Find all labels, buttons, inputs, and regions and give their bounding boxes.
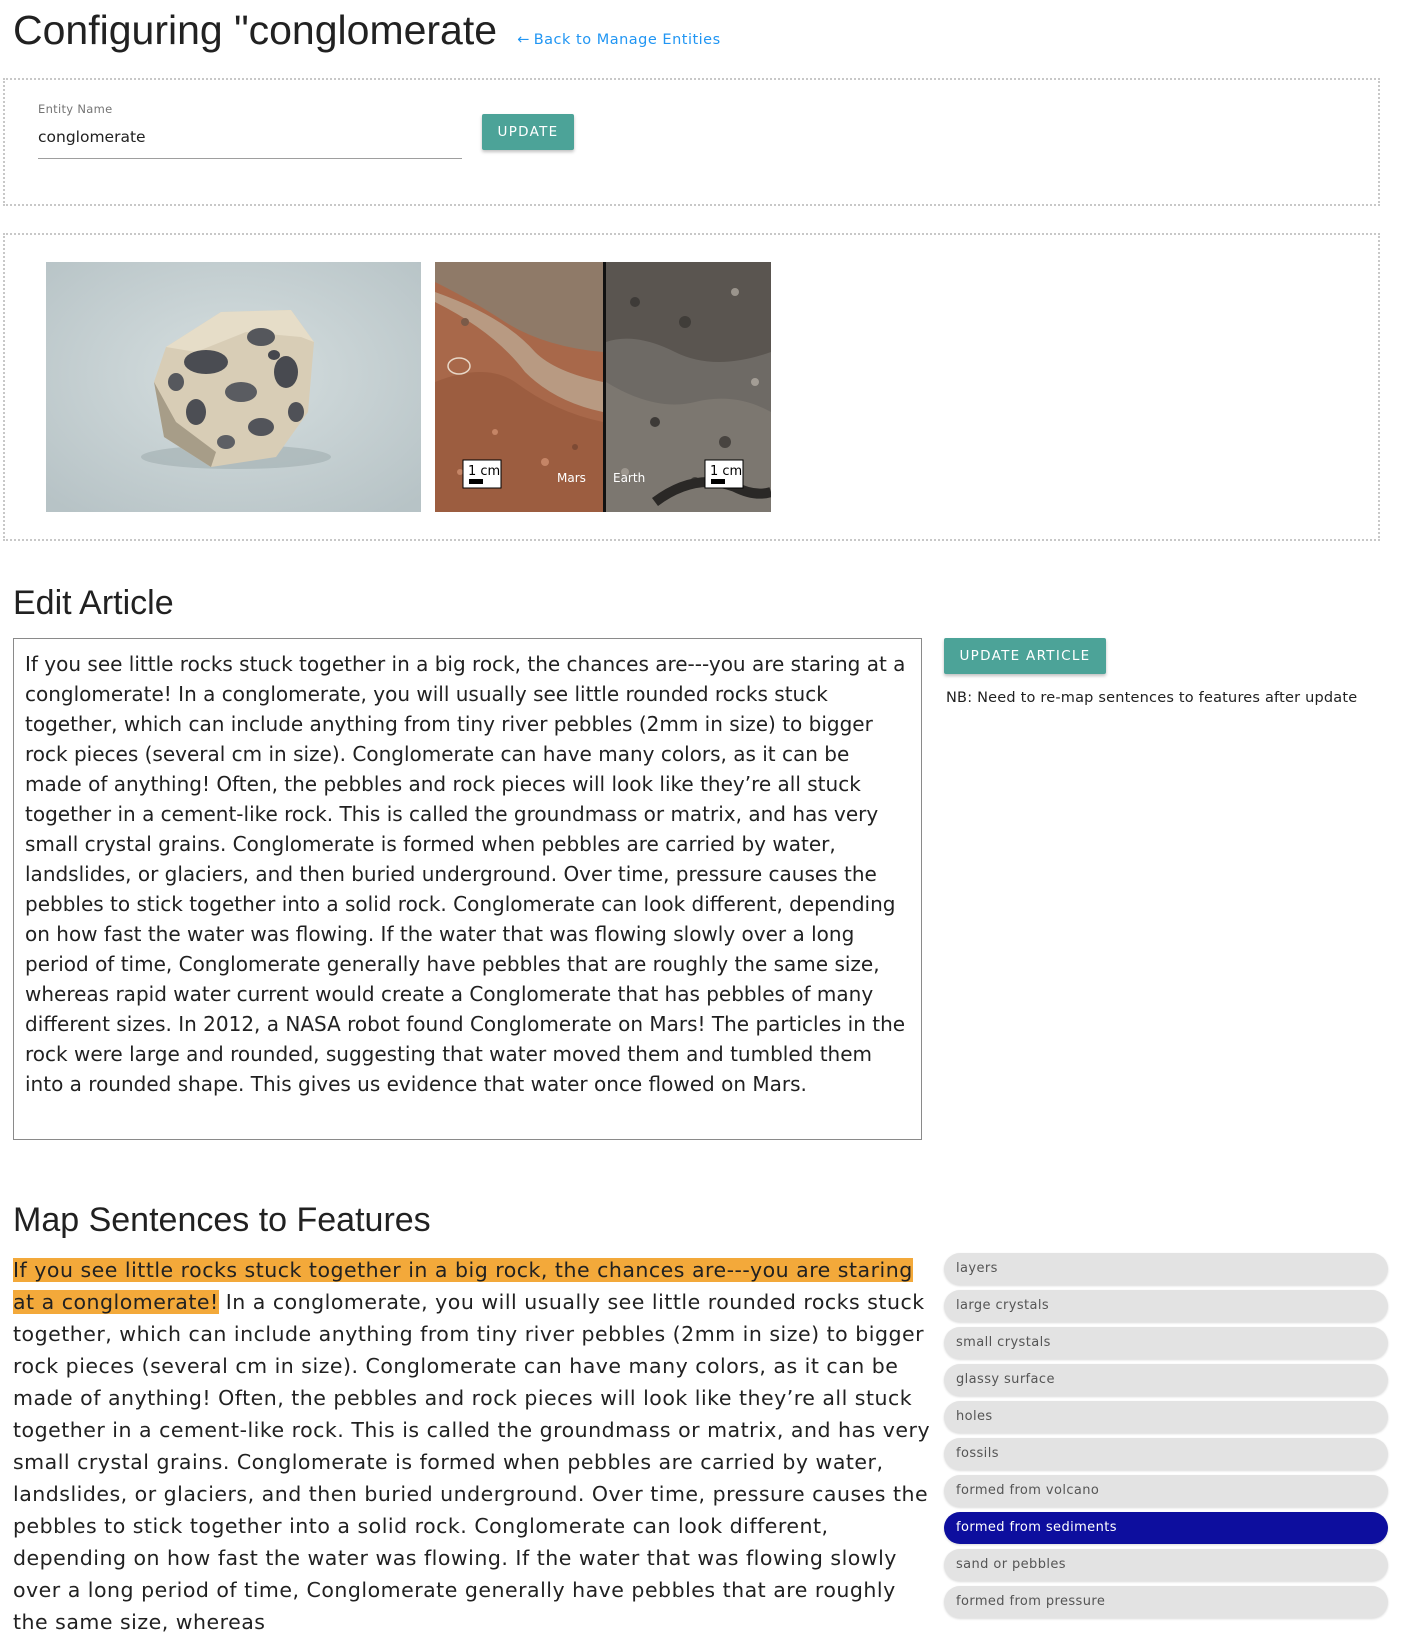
entity-name-field	[38, 102, 462, 159]
back-link-label: Back to Manage Entities	[533, 32, 721, 48]
scale-label-earth: 1 cm	[710, 464, 743, 479]
feature-chip-formed-from-volcano[interactable]: formed from volcano	[944, 1475, 1388, 1507]
rock-photo-image	[46, 262, 421, 512]
edit-article-heading: Edit Article	[13, 584, 174, 622]
mars-earth-image	[435, 262, 771, 512]
earth-label: Earth	[613, 471, 646, 485]
feature-chip-formed-from-sediments[interactable]: formed from sediments	[944, 1512, 1388, 1544]
update-article-button[interactable]: UPDATE ARTICLE	[944, 638, 1106, 674]
arrow-left-icon: ←	[517, 32, 530, 48]
entity-name-input[interactable]	[38, 122, 462, 159]
page-title: Configuring "conglomerate	[13, 7, 498, 53]
feature-chip-large-crystals[interactable]: large crystals	[944, 1290, 1388, 1322]
back-to-manage-entities-link[interactable]	[517, 32, 721, 48]
update-button[interactable]: UPDATE	[482, 114, 574, 150]
mars-earth-comparison-photo	[435, 262, 771, 512]
feature-chip-glassy-surface[interactable]: glassy surface	[944, 1364, 1388, 1396]
conglomerate-rock-photo	[46, 262, 421, 512]
feature-chip-holes[interactable]: holes	[944, 1401, 1388, 1433]
feature-chip-small-crystals[interactable]: small crystals	[944, 1327, 1388, 1359]
feature-chip-layers[interactable]: layers	[944, 1253, 1388, 1285]
sentence-map-text	[13, 1254, 933, 1638]
sentence-remaining-text[interactable]: In a conglomerate, you will usually see little rounded rocks stuck together, which can include anything from tiny river pebbles (2mm in size) to bigger rock pieces (several cm in size). Conglomerate can have many colors, as it can be made of anything! Often, the pebbles and rock pieces will look like they’re all stuck together in a cement-like rock. This is called the groundmass or matrix, and has very small crystal grains. Conglomerate is formed when pebbles are carried by water, landslides, or glaciers, and then buried underground. Over time, pressure causes the pebbles to stick together into a solid rock. Conglomerate can look different, depending on how fast the water was flowing. If the water that was flowing slowly over a long period of time, Conglomerate generally have pebbles that are roughly the same size, whereas	[13, 1290, 931, 1634]
article-textarea[interactable]	[13, 638, 922, 1140]
page-header	[13, 4, 721, 56]
map-sentences-heading: Map Sentences to Features	[13, 1201, 431, 1239]
feature-chip-sand-or-pebbles[interactable]: sand or pebbles	[944, 1549, 1388, 1581]
feature-chip-formed-from-pressure[interactable]: formed from pressure	[944, 1586, 1388, 1618]
mars-label: Mars	[557, 471, 586, 485]
sentence-selected[interactable]: If you see little rocks stuck together in a big rock, the chances are---you are staring at a conglomerate!	[13, 1258, 913, 1314]
entity-name-label: Entity Name	[38, 102, 113, 116]
feature-chip-list	[944, 1253, 1388, 1623]
feature-chip-fossils[interactable]: fossils	[944, 1438, 1388, 1470]
entity-name-card	[3, 78, 1380, 206]
scale-label-mars: 1 cm	[468, 464, 501, 479]
remap-note: NB: Need to re-map sentences to features after update	[946, 690, 1358, 706]
entity-images-card	[3, 233, 1380, 541]
